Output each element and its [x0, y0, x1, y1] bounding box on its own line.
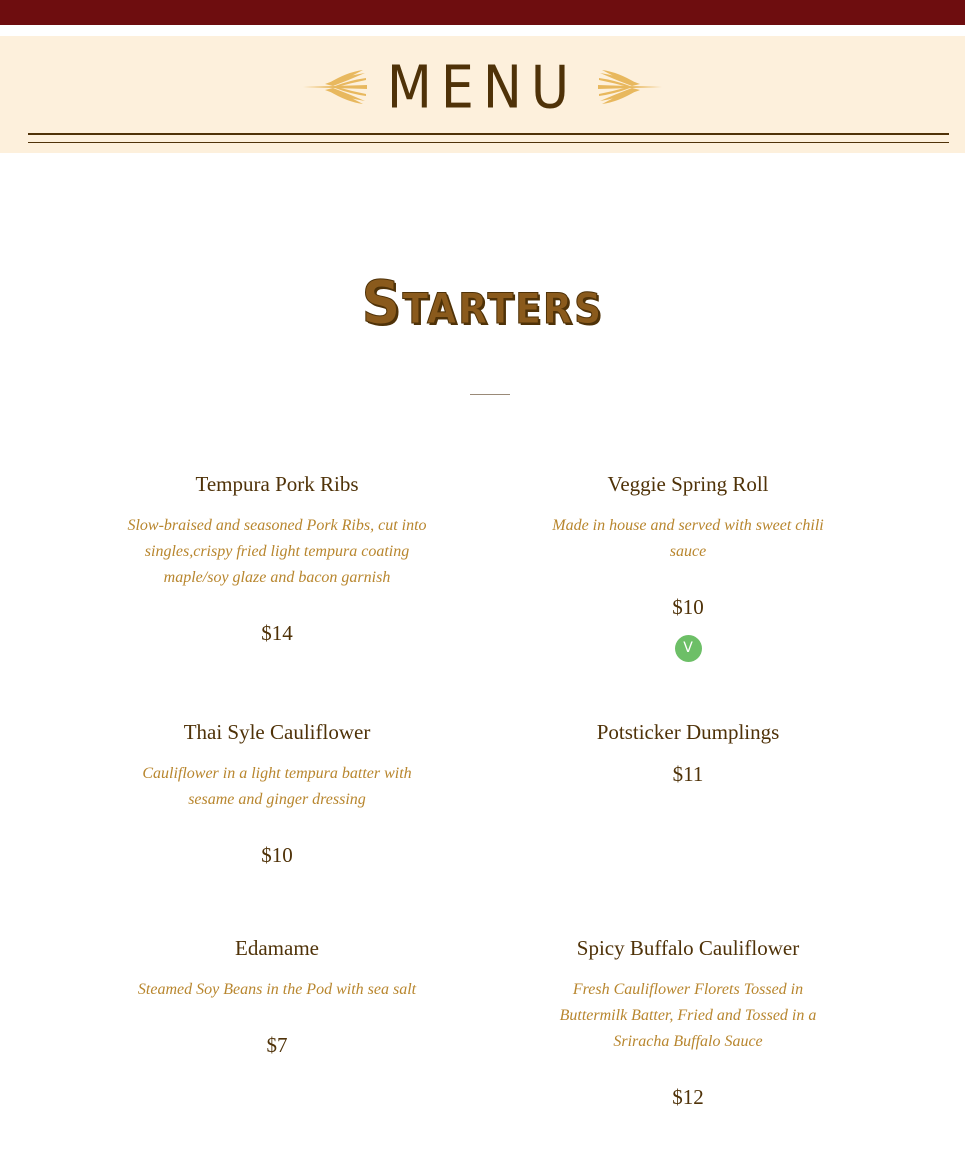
wheat-fan-left-icon — [303, 70, 367, 104]
item-price: $7 — [266, 1033, 288, 1057]
menu-item — [118, 938, 436, 1056]
top-bar — [0, 0, 965, 25]
item-price: $11 — [672, 762, 704, 786]
menu-item — [128, 722, 426, 866]
menu-item — [543, 474, 833, 662]
header-title-group — [0, 52, 965, 122]
menu-item — [118, 474, 436, 644]
vegetarian-badge: V — [675, 635, 702, 662]
item-description: Slow-braised and seasoned Pork Ribs, cut into singles,crispy fried light tempura coating maple/soy glaze and bacon garnish — [127, 517, 427, 586]
item-price: $12 — [672, 1085, 704, 1109]
header-rule-thick — [28, 133, 949, 135]
menu-title: MENU — [386, 52, 579, 122]
item-price: $10 — [672, 595, 704, 619]
item-description: Cauliflower in a light tempura batter with sesame and ginger dressing — [142, 765, 412, 808]
menu-header — [0, 36, 965, 153]
item-description: Steamed Soy Beans in the Pod with sea salt — [137, 981, 417, 998]
item-price: $14 — [261, 621, 293, 645]
item-name: Thai Syle Cauliflower — [183, 720, 371, 744]
section-divider — [470, 394, 510, 395]
header-rule-thin — [28, 142, 949, 143]
menu-item — [543, 722, 833, 785]
item-description: Made in house and served with sweet chili sauce — [552, 517, 824, 560]
item-name: Potsticker Dumplings — [596, 720, 780, 744]
item-description: Fresh Cauliflower Florets Tossed in Buttermilk Batter, Fried and Tossed in a Sriracha Buffalo Sauce — [559, 981, 817, 1050]
menu-item — [548, 938, 828, 1108]
item-price: $10 — [261, 843, 293, 867]
item-name: Spicy Buffalo Cauliflower — [576, 936, 800, 960]
section-title: Starters — [361, 268, 604, 338]
wheat-fan-right-icon — [598, 70, 662, 104]
item-name: Edamame — [235, 936, 319, 960]
item-name: Veggie Spring Roll — [607, 472, 769, 496]
item-name: Tempura Pork Ribs — [195, 472, 359, 496]
